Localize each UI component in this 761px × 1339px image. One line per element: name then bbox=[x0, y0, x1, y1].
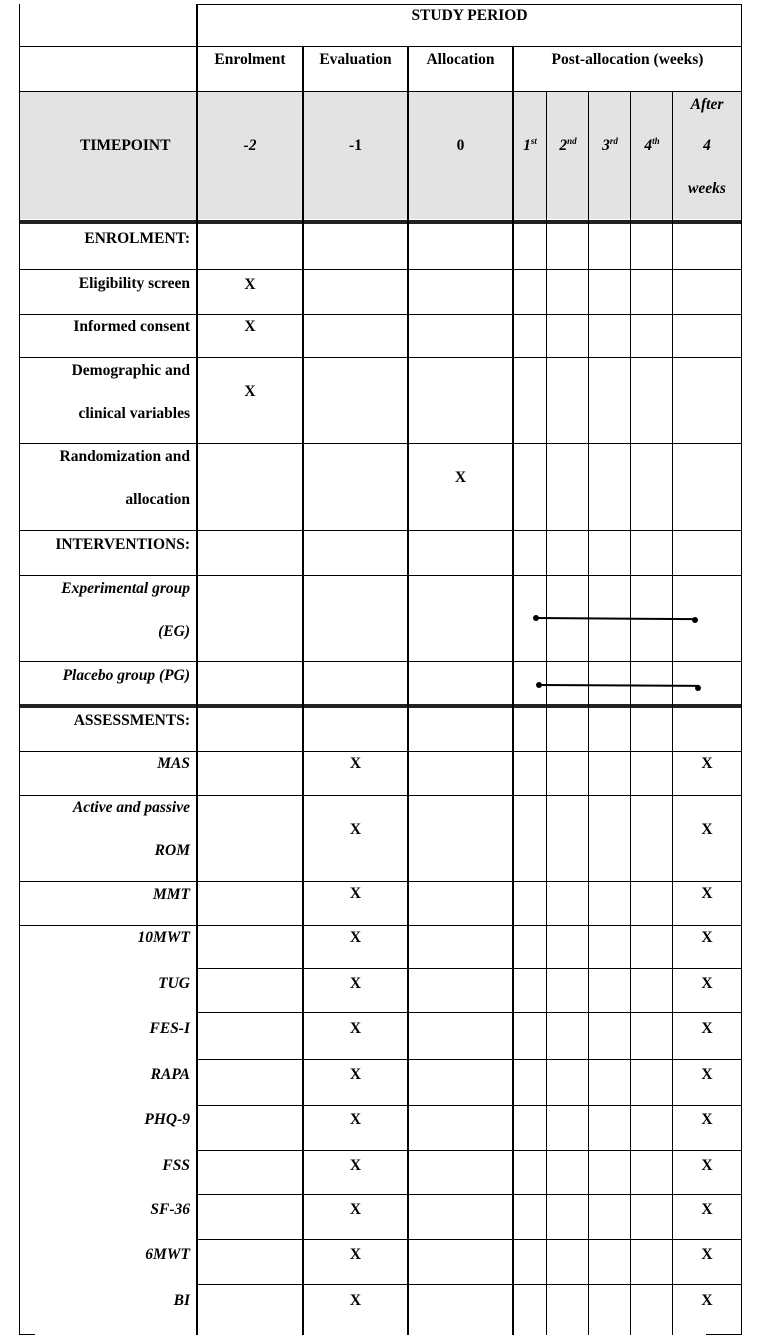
rule bbox=[197, 1150, 742, 1151]
row-label-fss: FSS bbox=[162, 1157, 190, 1174]
rule bbox=[19, 751, 742, 752]
row-label-informed-consent: Informed consent bbox=[73, 318, 190, 335]
mark-x: X bbox=[244, 318, 256, 335]
rule-bottom-right bbox=[706, 1334, 742, 1335]
mark-x: X bbox=[701, 885, 713, 902]
rule-enrolment-column bbox=[302, 47, 304, 1335]
section-assessments-label: ASSESSMENTS: bbox=[73, 712, 190, 729]
rule-header-2 bbox=[19, 91, 742, 92]
rule bbox=[19, 661, 742, 662]
row-label-rapa: RAPA bbox=[150, 1066, 190, 1083]
rule-evaluation-column bbox=[407, 47, 409, 1335]
row-label-mmt: MMT bbox=[152, 886, 190, 903]
timepoint-allocation: 0 bbox=[456, 137, 465, 154]
timepoint-week-1 bbox=[513, 136, 547, 155]
column-header-evaluation: Evaluation bbox=[319, 51, 392, 68]
timepoint-label: TIMEPOINT bbox=[80, 137, 171, 154]
row-label-10mwt: 10MWT bbox=[137, 929, 190, 946]
rule bbox=[197, 1284, 742, 1285]
week-ordinal: th bbox=[652, 135, 660, 146]
row-label-rom-2: ROM bbox=[154, 842, 190, 859]
rule bbox=[197, 1105, 742, 1106]
row-label-rom-1: Active and passive bbox=[72, 799, 190, 816]
rule bbox=[197, 1059, 742, 1060]
mark-x: X bbox=[701, 1201, 713, 1218]
rule-week2 bbox=[588, 92, 589, 1335]
study-period-header: STUDY PERIOD bbox=[411, 7, 528, 24]
rule-week1 bbox=[546, 92, 547, 1335]
rule-label-column bbox=[196, 4, 198, 1335]
timepoint-week-3 bbox=[589, 136, 631, 155]
rule-week4 bbox=[672, 92, 673, 1335]
rule-header-1 bbox=[19, 46, 742, 47]
rule-allocation-column bbox=[512, 47, 514, 1335]
timepoint-week-4 bbox=[631, 136, 673, 155]
mark-x: X bbox=[349, 1246, 362, 1263]
mark-x: X bbox=[701, 1111, 713, 1128]
rule-right bbox=[741, 4, 742, 1335]
column-header-enrolment: Enrolment bbox=[214, 51, 286, 68]
rule bbox=[197, 1194, 742, 1195]
rule-week3 bbox=[630, 92, 631, 1335]
rule-timepoint bbox=[19, 220, 742, 224]
rule bbox=[197, 1239, 742, 1240]
mark-x: X bbox=[244, 383, 256, 400]
mark-x: X bbox=[349, 1111, 362, 1128]
rule bbox=[19, 795, 742, 796]
rule-top bbox=[197, 4, 742, 5]
rule-bottom-left bbox=[19, 1334, 35, 1335]
week-ordinal: nd bbox=[567, 135, 577, 146]
timeline-end-dot bbox=[695, 685, 701, 691]
column-header-post-allocation: Post-allocation (weeks) bbox=[551, 51, 704, 68]
placebo-group-timeline-bar bbox=[539, 684, 699, 687]
mark-x: X bbox=[701, 755, 713, 772]
rule bbox=[19, 575, 742, 576]
week-number: 4 bbox=[644, 137, 653, 154]
row-label-experimental-group: Experimental group bbox=[61, 580, 190, 597]
rule-interventions-end bbox=[19, 704, 742, 708]
rule bbox=[197, 1012, 742, 1013]
row-label-randomization-2: allocation bbox=[125, 491, 190, 508]
row-label-demographic-2: clinical variables bbox=[78, 405, 190, 422]
mark-x: X bbox=[701, 821, 713, 838]
week-number: 1 bbox=[523, 137, 531, 154]
row-label-phq-9: PHQ-9 bbox=[144, 1111, 190, 1128]
mark-x: X bbox=[701, 1020, 713, 1037]
timepoint-week-2 bbox=[547, 136, 589, 155]
rule bbox=[19, 314, 742, 315]
mark-x: X bbox=[349, 975, 362, 992]
row-label-placebo-group: Placebo group (PG) bbox=[62, 667, 190, 684]
rule bbox=[19, 925, 742, 926]
mark-x: X bbox=[349, 755, 362, 772]
mark-x: X bbox=[244, 276, 256, 293]
mark-x: X bbox=[701, 929, 713, 946]
timepoint-evaluation: -1 bbox=[349, 137, 362, 154]
mark-x: X bbox=[701, 975, 713, 992]
column-header-allocation: Allocation bbox=[426, 51, 495, 68]
mark-x: X bbox=[349, 1201, 362, 1218]
row-label-eligibility-screen: Eligibility screen bbox=[78, 275, 190, 292]
week-number: 3 bbox=[602, 137, 610, 154]
timepoint-after-line-3: weeks bbox=[688, 180, 726, 197]
row-label-sf-36: SF-36 bbox=[150, 1201, 190, 1218]
timepoint-after-line-2: 4 bbox=[703, 137, 711, 154]
mark-x: X bbox=[701, 1246, 713, 1263]
row-label-bi: BI bbox=[173, 1292, 190, 1309]
mark-x: X bbox=[349, 1066, 362, 1083]
rule bbox=[19, 530, 742, 531]
section-enrolment-label: ENROLMENT: bbox=[84, 230, 190, 247]
mark-x: X bbox=[701, 1157, 713, 1174]
timeline-end-dot bbox=[692, 617, 698, 623]
mark-x: X bbox=[349, 885, 362, 902]
mark-x: X bbox=[454, 469, 467, 486]
mark-x: X bbox=[349, 821, 362, 838]
row-label-demographic-1: Demographic and bbox=[71, 362, 190, 379]
row-label-fes-i: FES-I bbox=[149, 1020, 190, 1037]
mark-x: X bbox=[701, 1066, 713, 1083]
mark-x: X bbox=[701, 1292, 713, 1309]
timepoint-after-line-1: After bbox=[690, 96, 724, 113]
rule bbox=[19, 881, 742, 882]
week-ordinal: st bbox=[530, 135, 537, 146]
row-label-mas: MAS bbox=[157, 755, 190, 772]
timepoint-row-shading bbox=[19, 92, 741, 219]
rule-page-join bbox=[197, 968, 742, 969]
timepoint-enrolment: -2 bbox=[243, 137, 257, 154]
rule bbox=[19, 269, 742, 270]
section-interventions-label: INTERVENTIONS: bbox=[55, 536, 190, 553]
row-label-6mwt: 6MWT bbox=[145, 1246, 190, 1263]
mark-x: X bbox=[349, 1157, 362, 1174]
row-label-experimental-group-abbr: (EG) bbox=[158, 623, 190, 640]
rule bbox=[19, 443, 742, 444]
week-number: 2 bbox=[559, 137, 568, 154]
mark-x: X bbox=[349, 929, 362, 946]
week-ordinal: rd bbox=[609, 135, 618, 146]
mark-x: X bbox=[349, 1020, 362, 1037]
experimental-group-timeline-bar bbox=[536, 617, 696, 620]
rule bbox=[19, 357, 742, 358]
mark-x: X bbox=[349, 1292, 362, 1309]
row-label-randomization-1: Randomization and bbox=[59, 448, 190, 465]
row-label-tug: TUG bbox=[158, 975, 190, 992]
